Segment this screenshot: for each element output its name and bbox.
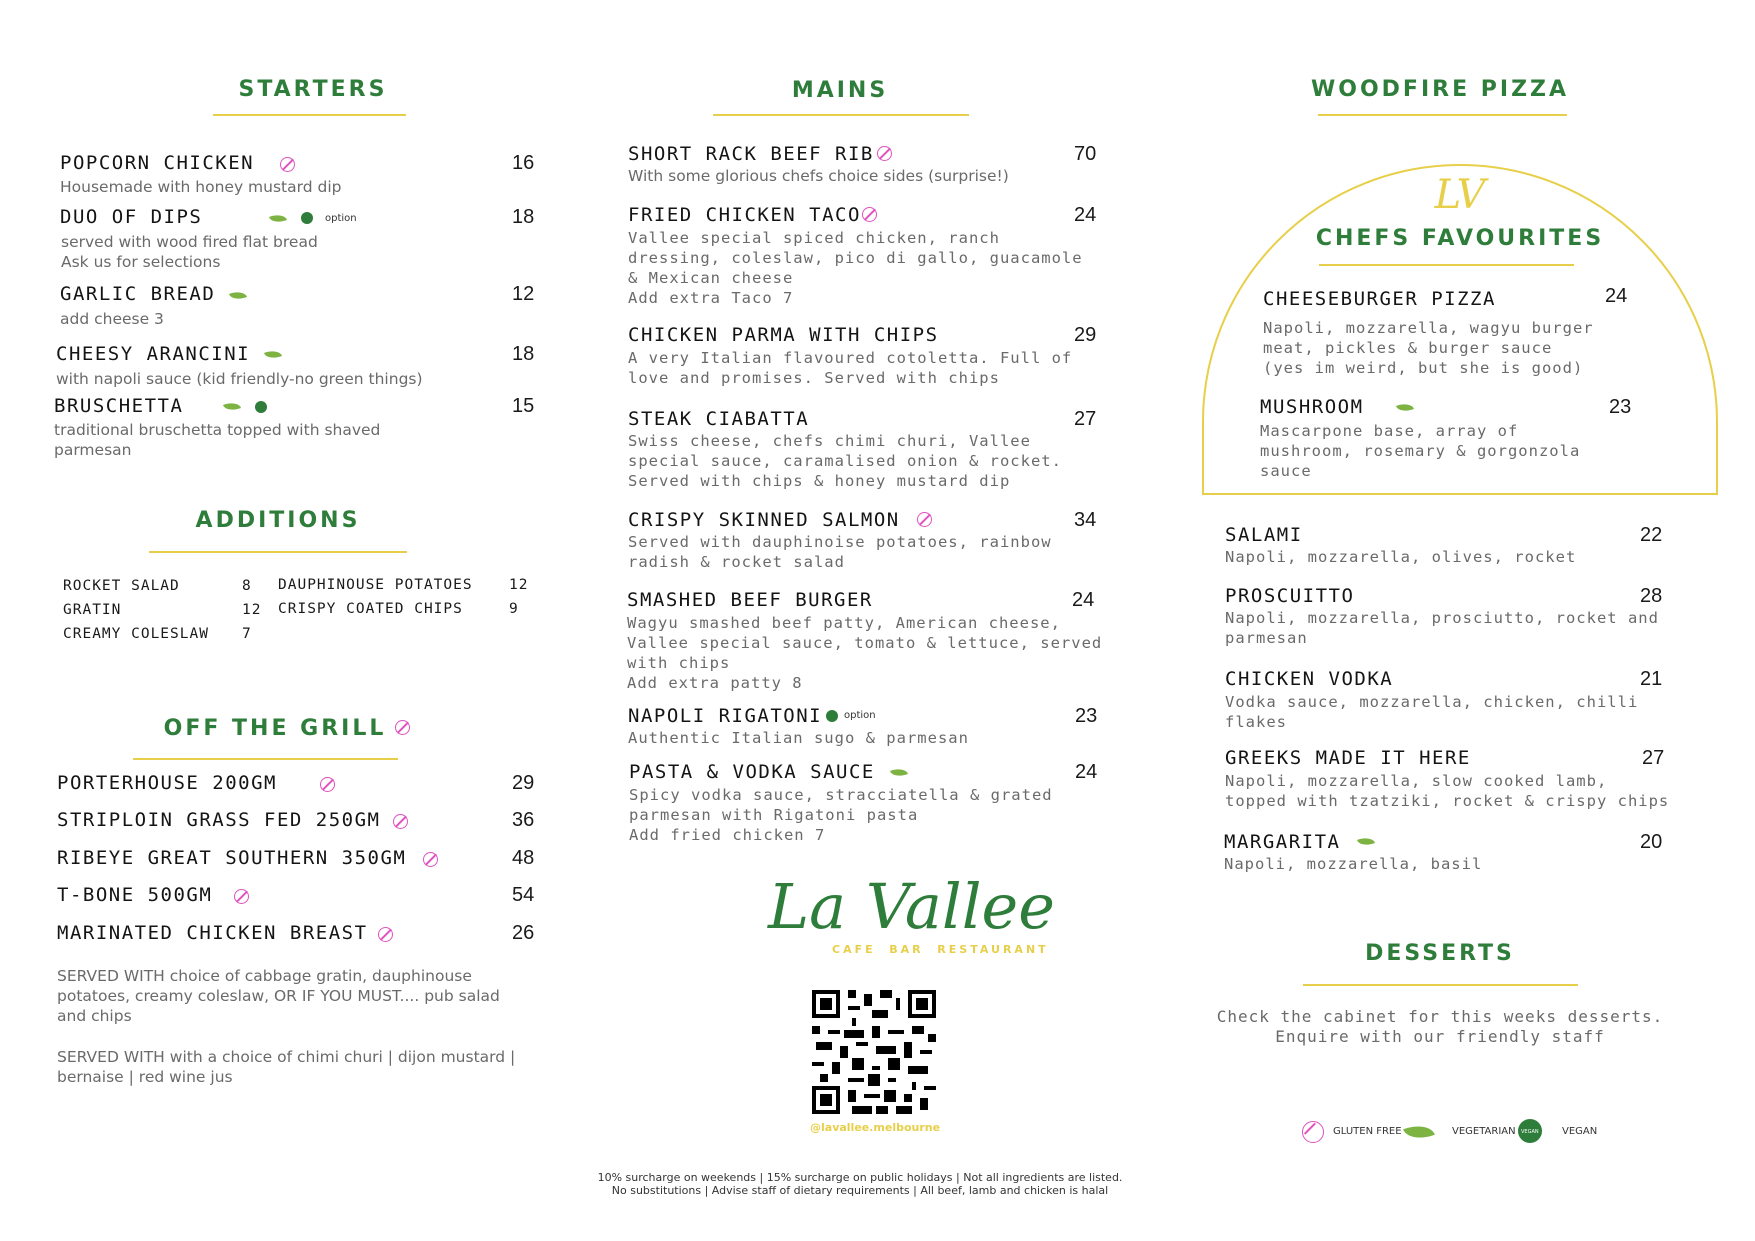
main-name: NAPOLI RIGATONI bbox=[628, 705, 823, 727]
legend-vegan: VEGAN bbox=[1562, 1126, 1598, 1137]
gluten-free-icon bbox=[378, 927, 393, 942]
qr-code[interactable] bbox=[812, 990, 936, 1114]
vegetarian-icon bbox=[1403, 1120, 1435, 1145]
vegetarian-icon bbox=[229, 289, 247, 303]
gluten-free-icon bbox=[395, 720, 410, 735]
grill-name: STRIPLOIN GRASS FED 250GM bbox=[57, 809, 381, 831]
pizza-desc: Napoli, mozzarella, olives, rocket bbox=[1225, 548, 1577, 566]
pizza-name: MARGARITA bbox=[1224, 831, 1341, 853]
grill-sauce-note: SERVED WITH with a choice of chimi churi | dijon mustard | bernaise | red wine jus bbox=[57, 1048, 516, 1086]
desserts-rule bbox=[1303, 984, 1578, 986]
starters-rule bbox=[213, 114, 406, 116]
vegetarian-icon bbox=[269, 212, 287, 226]
pizza-heading: WOODFIRE PIZZA bbox=[1310, 77, 1569, 102]
starter-name: BRUSCHETTA bbox=[54, 395, 184, 417]
pizza-price: 22 bbox=[1640, 524, 1663, 546]
pizza-name: PROSCUITTO bbox=[1225, 585, 1355, 607]
grill-price: 29 bbox=[512, 772, 535, 794]
gluten-free-icon bbox=[234, 889, 249, 904]
main-desc: Authentic Italian sugo & parmesan bbox=[628, 729, 969, 747]
pizza-price: 21 bbox=[1640, 668, 1663, 690]
addition-name: CRISPY COATED CHIPS bbox=[278, 601, 463, 617]
pizza-name: GREEKS MADE IT HERE bbox=[1225, 747, 1471, 769]
main-desc: Vallee special spiced chicken, ranch dressing, coleslaw, pico di gallo, guacamole & Mexican cheese Add extra Taco 7 bbox=[628, 229, 1083, 307]
favourite-price: 24 bbox=[1605, 285, 1628, 307]
pizza-desc: Napoli, mozzarella, slow cooked lamb, topped with tzatziki, rocket & crispy chips bbox=[1225, 772, 1670, 810]
footer-line-2: No substitutions | Advise staff of dietary requirements | All beef, lamb and chicken is halal bbox=[611, 1184, 1109, 1197]
starter-name: POPCORN CHICKEN bbox=[60, 152, 255, 174]
main-desc: A very Italian flavoured cotoletta. Full of love and promises. Served with chips bbox=[628, 349, 1073, 387]
grill-price: 36 bbox=[512, 809, 535, 831]
grill-name: T-BONE 500GM bbox=[57, 884, 213, 906]
favourite-name: MUSHROOM bbox=[1260, 396, 1364, 418]
main-price: 24 bbox=[1072, 589, 1095, 611]
brand-tagline: CAFE BAR RESTAURANT bbox=[832, 943, 1049, 956]
main-desc: Swiss cheese, chefs chimi churi, Vallee special sauce, caramalised onion & rocket. Served with chips & honey mustard dip bbox=[628, 432, 1062, 490]
starter-desc: Housemade with honey mustard dip bbox=[60, 178, 342, 196]
addition-price: 12 bbox=[509, 577, 529, 593]
vegetarian-icon bbox=[1357, 835, 1375, 849]
desserts-text: Check the cabinet for this weeks desserts. Enquire with our friendly staff bbox=[1216, 1007, 1664, 1046]
favourite-name: CHEESEBURGER PIZZA bbox=[1263, 288, 1496, 310]
starter-price: 15 bbox=[512, 395, 535, 417]
pizza-desc: Napoli, mozzarella, prosciutto, rocket and parmesan bbox=[1225, 609, 1659, 647]
gluten-free-icon bbox=[320, 777, 335, 792]
starter-desc: add cheese 3 bbox=[60, 310, 164, 328]
pizza-rule bbox=[1318, 114, 1567, 116]
gluten-free-icon bbox=[423, 852, 438, 867]
vegetarian-icon bbox=[223, 400, 241, 414]
main-desc: With some glorious chefs choice sides (surprise!) bbox=[628, 167, 1009, 185]
grill-price: 54 bbox=[512, 884, 535, 906]
grill-name: MARINATED CHICKEN BREAST bbox=[57, 922, 368, 944]
gluten-free-icon bbox=[393, 814, 408, 829]
legend-gluten-free: GLUTEN FREE bbox=[1333, 1126, 1402, 1137]
main-name: CRISPY SKINNED SALMON bbox=[628, 509, 900, 531]
vegan-icon bbox=[301, 212, 313, 224]
main-name: SHORT RACK BEEF RIB bbox=[628, 143, 874, 165]
additions-heading: ADDITIONS bbox=[195, 508, 361, 533]
main-name: FRIED CHICKEN TACO bbox=[628, 204, 861, 226]
favourite-price: 23 bbox=[1609, 396, 1632, 418]
addition-price: 12 bbox=[242, 602, 262, 618]
addition-price: 9 bbox=[509, 601, 519, 617]
vegetarian-icon bbox=[264, 348, 282, 362]
pizza-price: 20 bbox=[1640, 831, 1663, 853]
addition-price: 7 bbox=[242, 626, 252, 642]
main-name: SMASHED BEEF BURGER bbox=[627, 589, 873, 611]
main-price: 29 bbox=[1074, 324, 1097, 346]
option-label: option bbox=[844, 710, 876, 721]
main-price: 70 bbox=[1074, 143, 1097, 165]
grill-rule bbox=[133, 758, 398, 760]
gluten-free-icon bbox=[862, 207, 877, 222]
grill-heading: OFF THE GRILL bbox=[163, 716, 387, 741]
starter-price: 18 bbox=[512, 343, 535, 365]
addition-price: 8 bbox=[242, 578, 252, 594]
main-name: CHICKEN PARMA WITH CHIPS bbox=[628, 324, 939, 346]
addition-name: ROCKET SALAD bbox=[63, 578, 180, 594]
starter-desc: with napoli sauce (kid friendly-no green things) bbox=[56, 370, 423, 388]
starter-price: 18 bbox=[512, 206, 535, 228]
option-label: option bbox=[325, 213, 357, 224]
vegan-icon bbox=[826, 710, 838, 722]
starter-desc: served with wood fired flat bread Ask us for selections bbox=[61, 233, 318, 271]
legend-vegetarian: VEGETARIAN bbox=[1452, 1126, 1516, 1137]
gluten-free-icon bbox=[1302, 1121, 1324, 1143]
main-price: 24 bbox=[1075, 761, 1098, 783]
addition-name: CREAMY COLESLAW bbox=[63, 626, 209, 642]
starter-desc: traditional bruschetta topped with shaved parmesan bbox=[54, 421, 381, 459]
pizza-price: 28 bbox=[1640, 585, 1663, 607]
starters-heading: STARTERS bbox=[238, 77, 388, 102]
favourite-desc: Mascarpone base, array of mushroom, rosemary & gorgonzola sauce bbox=[1260, 422, 1581, 480]
desserts-heading: DESSERTS bbox=[1365, 941, 1515, 966]
main-price: 27 bbox=[1074, 408, 1097, 430]
pizza-price: 27 bbox=[1642, 747, 1665, 769]
grill-price: 48 bbox=[512, 847, 535, 869]
footer-line-1: 10% surcharge on weekends | 15% surcharge on public holidays | Not all ingredients are listed. bbox=[597, 1171, 1123, 1184]
main-desc: Served with dauphinoise potatoes, rainbow radish & rocket salad bbox=[628, 533, 1052, 571]
pizza-desc: Napoli, mozzarella, basil bbox=[1224, 855, 1483, 873]
pizza-name: CHICKEN VODKA bbox=[1225, 668, 1394, 690]
starter-name: DUO OF DIPS bbox=[60, 206, 203, 228]
main-price: 34 bbox=[1074, 509, 1097, 531]
chefs-favourites-heading: CHEFS FAVOURITES bbox=[1315, 226, 1605, 251]
grill-served-note: SERVED WITH choice of cabbage gratin, dauphinouse potatoes, creamy coleslaw, OR IF YOU MUST.... pub salad and chips bbox=[57, 967, 500, 1025]
gluten-free-icon bbox=[877, 146, 892, 161]
main-desc: Spicy vodka sauce, stracciatella & grated parmesan with Rigatoni pasta Add fried chicken 7 bbox=[629, 786, 1053, 844]
mains-rule bbox=[713, 114, 969, 116]
main-name: PASTA & VODKA SAUCE bbox=[629, 761, 875, 783]
addition-name: DAUPHINOUSE POTATOES bbox=[278, 577, 473, 593]
grill-price: 26 bbox=[512, 922, 535, 944]
main-price: 24 bbox=[1074, 204, 1097, 226]
favourite-desc: Napoli, mozzarella, wagyu burger meat, pickles & burger sauce (yes im weird, but she is good) bbox=[1263, 319, 1594, 377]
favourites-rule bbox=[1319, 264, 1574, 266]
additions-rule bbox=[149, 551, 407, 553]
main-desc: Wagyu smashed beef patty, American cheese, Vallee special sauce, tomato & lettuce, served with chips Add extra patty 8 bbox=[627, 614, 1103, 692]
brand-logo: La Vallee bbox=[768, 870, 1055, 943]
instagram-handle[interactable]: @lavallee.melbourne bbox=[810, 1121, 941, 1134]
gluten-free-icon bbox=[280, 157, 295, 172]
starter-price: 12 bbox=[512, 283, 535, 305]
vegan-icon bbox=[255, 401, 267, 413]
addition-name: GRATIN bbox=[63, 602, 122, 618]
grill-name: PORTERHOUSE 200GM bbox=[57, 772, 277, 794]
lv-monogram: LV bbox=[1434, 172, 1486, 218]
starter-name: CHEESY ARANCINI bbox=[56, 343, 251, 365]
main-name: STEAK CIABATTA bbox=[628, 408, 810, 430]
pizza-desc: Vodka sauce, mozzarella, chicken, chilli flakes bbox=[1225, 693, 1639, 731]
grill-name: RIBEYE GREAT SOUTHERN 350GM bbox=[57, 847, 407, 869]
starter-name: GARLIC BREAD bbox=[60, 283, 216, 305]
main-price: 23 bbox=[1075, 705, 1098, 727]
gluten-free-icon bbox=[917, 512, 932, 527]
vegetarian-icon bbox=[890, 766, 908, 780]
pizza-name: SALAMI bbox=[1225, 524, 1303, 546]
vegan-badge-label: VEGAN bbox=[1521, 1129, 1539, 1135]
mains-heading: MAINS bbox=[791, 78, 889, 103]
starter-price: 16 bbox=[512, 152, 535, 174]
